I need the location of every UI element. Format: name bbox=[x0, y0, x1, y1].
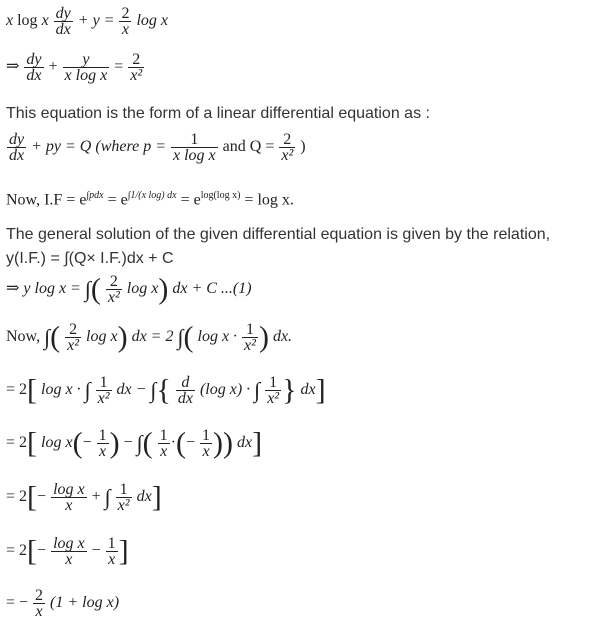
right-bracket: ] bbox=[252, 426, 263, 460]
fraction: $\frac{1}{x}$ bbox=[107, 535, 116, 568]
fraction: $\frac{\text{log x}}{x}$ bbox=[53, 481, 85, 514]
right-paren: )) bbox=[213, 426, 234, 460]
right-paren: ) bbox=[109, 426, 120, 460]
fraction: $\frac{1}{x}$ bbox=[159, 427, 168, 460]
left-bracket: [ bbox=[27, 534, 38, 568]
integral-sign: ∫ bbox=[150, 377, 157, 403]
left-bracket: [ bbox=[27, 373, 38, 407]
term: = − bbox=[6, 594, 29, 612]
fraction: $\frac{dy}{dx}$ bbox=[55, 5, 71, 38]
fraction: $\frac{1}{\text{x log x}}$ bbox=[173, 131, 216, 164]
fraction: $\frac{1}{\text{x²}}$ bbox=[117, 481, 130, 514]
left-brace: { bbox=[156, 373, 171, 407]
term: dx bbox=[237, 434, 253, 452]
term: + py = Q (where p = bbox=[31, 138, 166, 156]
equation-line-4 bbox=[6, 132, 306, 163]
term: = 2 bbox=[6, 542, 28, 560]
integral-sign: ∫ bbox=[177, 324, 184, 350]
integral-sign: ∫ bbox=[44, 324, 51, 350]
fraction: $\frac{dy}{dx}$ bbox=[26, 51, 42, 84]
left-paren: ( bbox=[90, 272, 101, 306]
term: x bbox=[6, 12, 14, 30]
term: and Q = bbox=[222, 138, 275, 156]
fraction: $\frac{2}{\text{x²}}$ bbox=[130, 51, 143, 84]
left-bracket: [ bbox=[27, 480, 38, 514]
fraction: $\frac{1}{\text{x²}}$ bbox=[244, 321, 256, 354]
fraction: $\frac{2}{\text{x²}}$ bbox=[67, 321, 80, 354]
term: dx. bbox=[272, 328, 293, 346]
fraction: $\frac{2}{x}$ bbox=[121, 5, 130, 38]
equation-line-12: = 2[− $\frac{\text{log x}}{x}$ + ∫ $\frac{1}{\text{x²}}$ dx] bbox=[6, 480, 162, 514]
equation-line-integrating-factor bbox=[6, 190, 294, 209]
right-bracket: ] bbox=[118, 534, 129, 568]
fraction: $\frac{1}{\text{x²}}$ bbox=[267, 374, 280, 407]
implies-arrow: ⇒ bbox=[6, 58, 20, 76]
term: + y = bbox=[77, 12, 115, 30]
term: = 2 bbox=[6, 381, 28, 399]
exponent: ∫1/(x log) dx bbox=[127, 190, 177, 201]
term: = log x. bbox=[244, 191, 294, 209]
term: dx + C ...(1) bbox=[172, 280, 252, 298]
left-paren: ( bbox=[183, 320, 194, 354]
term: dx bbox=[300, 381, 316, 399]
fraction: $\frac{\text{log x}}{x}$ bbox=[53, 535, 85, 568]
integral-sign: ∫ bbox=[136, 430, 143, 456]
term: (log x) · bbox=[199, 381, 251, 399]
fraction: $\frac{1}{\text{x²}}$ bbox=[97, 374, 110, 407]
equation-line-8 bbox=[6, 274, 252, 305]
equation-line-13: = 2[− $\frac{\text{log x}}{x}$ − $\frac{1}{x}$ ] bbox=[6, 534, 129, 568]
paragraph-general-solution: The general solution of the given differential equation is given by the relation, bbox=[6, 226, 551, 243]
fraction: $\frac{d}{dx}$ bbox=[177, 374, 193, 407]
term: = 2 bbox=[6, 434, 28, 452]
integral-sign: ∫ bbox=[84, 377, 91, 403]
term: log x bbox=[41, 434, 73, 452]
equation-line-11: = 2[ log x(− $\frac{1}{x}$ ) − ∫( $\frac{1}{x}$ ·(− $\frac{1}{x}$ )) dx] bbox=[6, 426, 263, 460]
term: + bbox=[48, 58, 58, 76]
integral-sign: ∫ bbox=[84, 276, 91, 302]
exponent: log(log x) bbox=[200, 190, 241, 201]
fraction: $\frac{2}{\text{x²}}$ bbox=[107, 273, 120, 306]
fraction: $\frac{2}{\text{x²}}$ bbox=[281, 131, 294, 164]
equation-line-9 bbox=[6, 322, 292, 353]
equation-line-final bbox=[6, 588, 119, 619]
term: = e bbox=[107, 191, 128, 209]
left-paren: ( bbox=[176, 426, 186, 460]
fraction: $\frac{1}{x}$ bbox=[98, 427, 107, 460]
right-bracket: ] bbox=[315, 373, 326, 407]
equation-line-10 bbox=[6, 375, 326, 406]
exponent: ∫pdx bbox=[86, 190, 104, 201]
right-brace: } bbox=[282, 373, 297, 407]
term: (1 + log x) bbox=[50, 594, 120, 612]
paragraph-linear-form: This equation is the form of a linear differential equation as : bbox=[6, 105, 430, 122]
equation-line-2 bbox=[6, 52, 145, 83]
left-bracket: [ bbox=[27, 426, 38, 460]
term: ) bbox=[300, 138, 306, 156]
term: = bbox=[114, 58, 124, 76]
fraction: $\frac{1}{x}$ bbox=[202, 427, 211, 460]
term: = e bbox=[180, 191, 201, 209]
term: − bbox=[123, 434, 133, 452]
equation-line-1 bbox=[6, 6, 168, 37]
right-paren: ) bbox=[117, 320, 128, 354]
term: log x bbox=[136, 12, 169, 30]
term: Now, I.F = e bbox=[6, 191, 87, 209]
fraction: $\frac{dy}{dx}$ bbox=[9, 131, 25, 164]
left-paren: ( bbox=[142, 426, 153, 460]
right-paren: ) bbox=[258, 320, 269, 354]
term: log x bbox=[126, 280, 159, 298]
right-bracket: ] bbox=[151, 480, 162, 514]
term: log x · bbox=[197, 328, 238, 346]
term: log bbox=[17, 12, 38, 30]
integral-sign: ∫ bbox=[104, 484, 111, 510]
term: + bbox=[91, 488, 101, 506]
fraction: $\frac{y}{\text{x log x}}$ bbox=[64, 51, 108, 84]
term: Now, bbox=[6, 328, 41, 346]
integral-sign: ∫ bbox=[254, 377, 261, 403]
fraction: $\frac{2}{x}$ bbox=[35, 587, 44, 620]
left-paren: ( bbox=[72, 426, 83, 460]
term: dx bbox=[136, 488, 152, 506]
term: ⇒ y log x = bbox=[6, 280, 81, 298]
left-paren: ( bbox=[50, 320, 61, 354]
term: dx = 2 bbox=[131, 328, 174, 346]
term: = 2 bbox=[6, 488, 28, 506]
term: log x bbox=[86, 328, 118, 346]
general-solution-formula: y(I.F.) = ∫(Q× I.F.)dx + C bbox=[6, 250, 174, 267]
term: log x · bbox=[41, 381, 81, 399]
term: dx − bbox=[116, 381, 147, 399]
right-paren: ) bbox=[158, 272, 169, 306]
term: x bbox=[41, 12, 49, 30]
term: − bbox=[91, 542, 101, 560]
